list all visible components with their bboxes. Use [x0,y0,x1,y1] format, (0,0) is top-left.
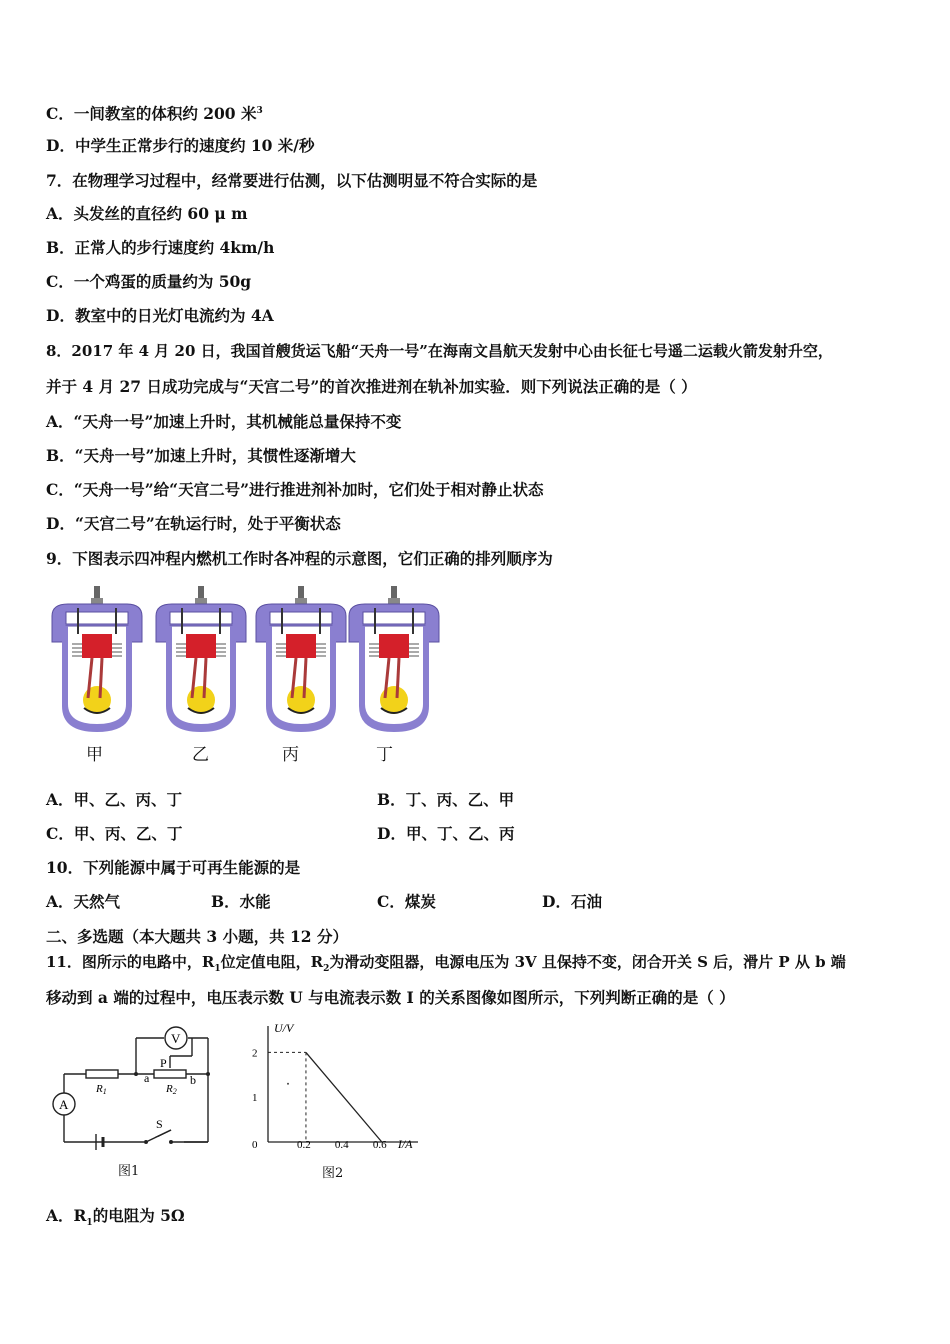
y-tick-label: 2 [252,1047,258,1060]
engine-diagram-bing [252,586,352,736]
switch-s-label: S [156,1117,163,1131]
x-axis-label: I/A [397,1137,413,1151]
q10-option-c: C．煤炭 [377,892,436,911]
q9-option-b: B．丁、丙、乙、甲 [377,790,515,809]
ammeter-symbol: A [59,1097,69,1112]
q7-option-c: C．一个鸡蛋的质量约为 50g [46,272,252,291]
q7-option-a: A．头发丝的直径约 60 μ m [46,204,248,223]
q8-option-b: B．“天舟一号”加速上升时，其惯性逐渐增大 [46,446,356,465]
q8-option-c: C．“天舟一号”给“天宫二号”进行推进剂补加时，它们处于相对静止状态 [46,480,544,499]
q9-option-c: C．甲、丙、乙、丁 [46,824,183,843]
engine-label-ding: 丁 [376,745,393,765]
q10-option-d: D．石油 [542,892,602,911]
engine-diagram-jia [48,586,148,736]
q9-option-a: A．甲、乙、丙、丁 [46,790,183,809]
ui-graph [240,1020,430,1160]
x-tick-label: 0 [252,1139,258,1151]
q9-option-d: D．甲、丁、乙、丙 [377,824,515,843]
y-tick-label: 1 [252,1092,258,1105]
r1-label: R1 [96,1083,107,1096]
q6-option-d: D．中学生正常步行的速度约 10 米/秒 [46,136,315,155]
q10-stem: 10．下列能源中属于可再生能源的是 [46,858,301,877]
q11-option-a: A．$R_1$的电阻为 5Ω [46,1206,185,1229]
terminal-b-label: b [190,1073,196,1087]
terminal-a-label: a [144,1071,150,1085]
q11-stem-line1: 11．图所示的电路中，$R_1$位定值电阻，$R_2$为滑动变阻器，电源电压为 3V 且保持不变，闭合开关 S 后，滑片 P 从 b 端 [46,953,846,974]
q8-stem-line2: 并于 4 月 27 日成功完成与“天宫二号”的首次推进剂在轨补加实验．则下列说法正确的是（ ） [46,377,697,396]
engine-label-yi: 乙 [192,745,209,765]
q10-option-b: B．水能 [211,892,271,911]
q8-option-d: D．“天宫二号”在轨运行时，处于平衡状态 [46,514,341,533]
x-tick-label: 0.4 [334,1139,349,1151]
q8-option-a: A．“天舟一号”加速上升时，其机械能总量保持不变 [46,412,402,431]
q7-stem: 7．在物理学习过程中，经常要进行估测，以下估测明显不符合实际的是 [46,171,538,190]
q7-option-d: D．教室中的日光灯电流约为 4A [46,306,274,325]
x-tick-label: 0.6 [372,1139,387,1151]
figure1-caption: 图1 [118,1164,140,1179]
circuit-diagram [46,1024,221,1154]
q7-option-b: B．正常人的步行速度约 4km/h [46,238,275,257]
figure2-caption: 图2 [322,1166,344,1181]
r2-label: R2 [166,1083,177,1096]
q10-option-a: A．天然气 [46,892,121,911]
ui-series-line [306,1052,382,1142]
q9-stem: 9．下图表示四冲程内燃机工作时各冲程的示意图，它们正确的排列顺序为 [46,549,553,568]
voltmeter-symbol: V [171,1031,181,1046]
stray-mark [287,1083,289,1085]
engine-diagram-yi [152,586,252,736]
slider-p-label: P [160,1056,167,1070]
q6-option-c: C．一间教室的体积约 200 米$^3$ [46,104,263,124]
y-axis-label: U/V [274,1021,294,1035]
engine-label-bing: 丙 [282,745,299,765]
x-tick-label: 0.2 [296,1139,311,1151]
engine-label-jia: 甲 [86,745,103,765]
q8-stem-line1: 8．2017 年 4 月 20 日，我国首艘货运飞船“天舟一号”在海南文昌航天发射中心由长征七号遥二运载火箭发射升空， [46,342,833,360]
q11-stem-line2: 移动到 a 端的过程中，电压表示数 U 与电流表示数 I 的关系图像如图所示，下列判断正确的是（ ） [46,988,735,1007]
section-title: 二、多选题（本大题共 3 小题，共 12 分） [46,927,348,946]
engine-diagram-ding [345,586,445,736]
